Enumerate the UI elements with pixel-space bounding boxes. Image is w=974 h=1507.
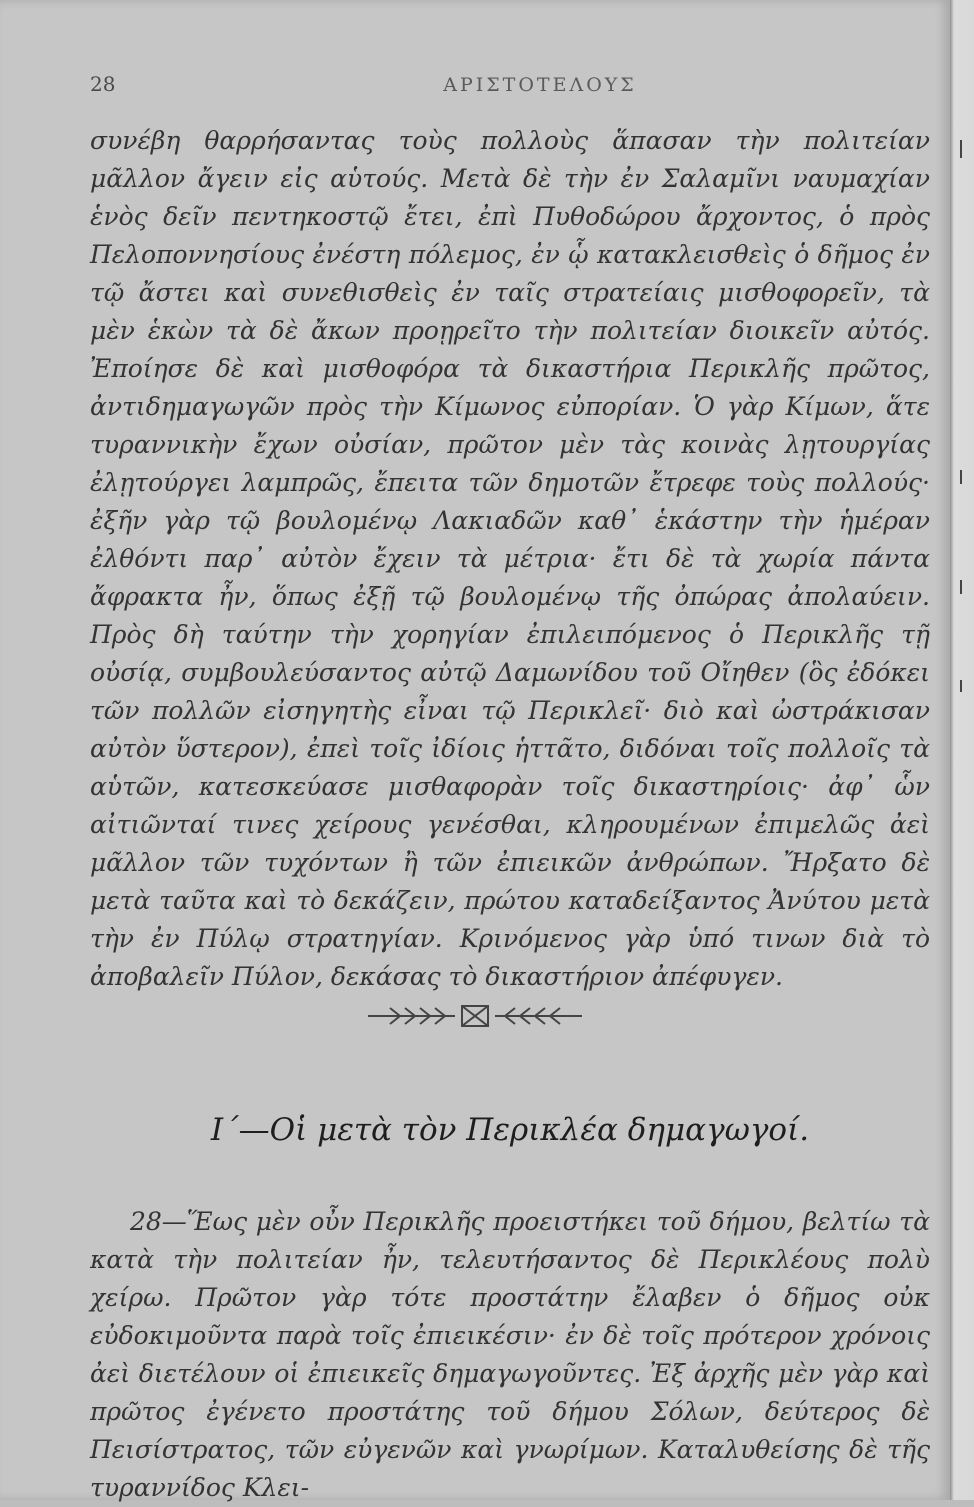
body-paragraph: 28—Ἕως μὲν οὖν Περικλῆς προειστήκει τοῦ δήμου, βελτίω τὰ κατὰ τὴν πολιτείαν ἦν, τελευτήσαντος δὲ Περικλέους πολὺ χείρω. Πρῶτον γὰρ τότε προστάτην ἔλαβεν ὁ δῆμος οὐκ εὐδοκιμοῦντα παρὰ τοῖς ἐπιεικέσιν· ἐν δὲ τοῖς πρότερον χρόνοις ἀεὶ διετέλουν οἱ ἐπιεικεῖς δημαγωγοῦντες. Ἐξ ἀρχῆς μὲν γὰρ καὶ πρῶτος ἐγένετο προστάτης τοῦ δήμου Σόλων, δεύτερος δὲ Πεισίστρατος, τῶν εὐγενῶν καὶ γνωρίμων. Καταλυθείσης δὲ τῆς τυραννίδος Κλει- <box>90 1207 930 1502</box>
page-number: 28 <box>90 72 116 96</box>
page-header <box>90 72 920 102</box>
section-divider-ornament <box>360 1000 590 1032</box>
book-spine-edge <box>950 0 974 1500</box>
section-heading: Ι΄—Οἱ μετὰ τὸν Περικλέα δημαγωγοί. <box>210 1112 810 1148</box>
body-paragraph: συνέβη θαρρήσαντας τοὺς πολλοὺς ἅπασαν τὴν πολιτείαν μᾶλλον ἄγειν εἰς αὑτούς. Μετὰ δὲ τὴν ἐν Σαλαμῖνι ναυμαχίαν ἑνὸς δεῖν πεντηκοστῷ ἔτει, ἐπὶ Πυθοδώρου ἄρχοντος, ὁ πρὸς Πελοποννησίους ἐνέστη πόλεμος, ἐν ᾧ κατακλεισθεὶς ὁ δῆμος ἐν τῷ ἄστει καὶ συνεθισθεὶς ἐν ταῖς στρατείαις μισθοφορεῖν, τὰ μὲν ἑκὼν τὰ δὲ ἄκων προῃρεῖτο τὴν πολιτείαν διοικεῖν αὐτός. Ἐποίησε δὲ καὶ μισθοφόρα τὰ δικαστήρια Περικλῆς πρῶτος, ἀντιδημαγωγῶν πρὸς τὴν Κίμωνος εὐπορίαν. Ὁ γὰρ Κίμων, ἅτε τυραννικὴν ἔχων οὐσίαν, πρῶτον μὲν τὰς κοινὰς λῃτουργίας ἐλῃτούργει λαμπρῶς, ἔπειτα τῶν δημοτῶν ἔτρεφε τοὺς πολλούς· ἐξῆν γὰρ τῷ βουλομένῳ Λακιαδῶν καθ᾽ ἑκάστην τὴν ἡμέραν ἐλθόντι παρ᾽ αὐτὸν ἔχειν τὰ μέτρια· ἔτι δὲ τὰ χωρία πάντα ἄφρακτα ἦν, ὅπως ἐξῇ τῷ βουλομένῳ τῆς ὀπώρας ἀπολαύειν. Πρὸς δὴ ταύτην τὴν χορηγίαν ἐπιλειπόμενος ὁ Περικλῆς τῇ οὐσίᾳ, συμβουλεύσαντος αὐτῷ Δαμωνίδου τοῦ Οἴηθεν (ὃς ἐδόκει τῶν πολλῶν εἰσηγητὴς εἶναι τῷ Περικλεῖ· διὸ καὶ ὠστράκισαν αὐτὸν ὕστερον), ἐπεὶ τοῖς ἰδίοις ἡττᾶτο, διδόναι τοῖς πολλοῖς τὰ αὑτῶν, κατεσκεύασε μισθαφορὰν τοῖς δικαστηρίοις· ἀφ᾽ ὧν αἰτιῶνταί τινες χείρους γενέσθαι, κληρουμένων ἐπιμελῶς ἀεὶ μᾶλλον τῶν τυχόντων ἢ τῶν ἐπιεικῶν ἀνθρώπων. Ἤρξατο δὲ μετὰ ταῦτα καὶ τὸ δεκάζειν, πρώτου καταδείξαντος Ἀνύτου μετὰ τὴν ἐν Πύλῳ στρατηγίαν. Κρινόμενος γὰρ ὑπό τινων διὰ τὸ ἀποβαλεῖν Πύλον, δεκάσας τὸ δικαστήριον ἀπέφυγεν. <box>90 126 930 991</box>
running-title: ΑΡΙΣΤΟΤΕΛΟΥΣ <box>443 74 637 96</box>
